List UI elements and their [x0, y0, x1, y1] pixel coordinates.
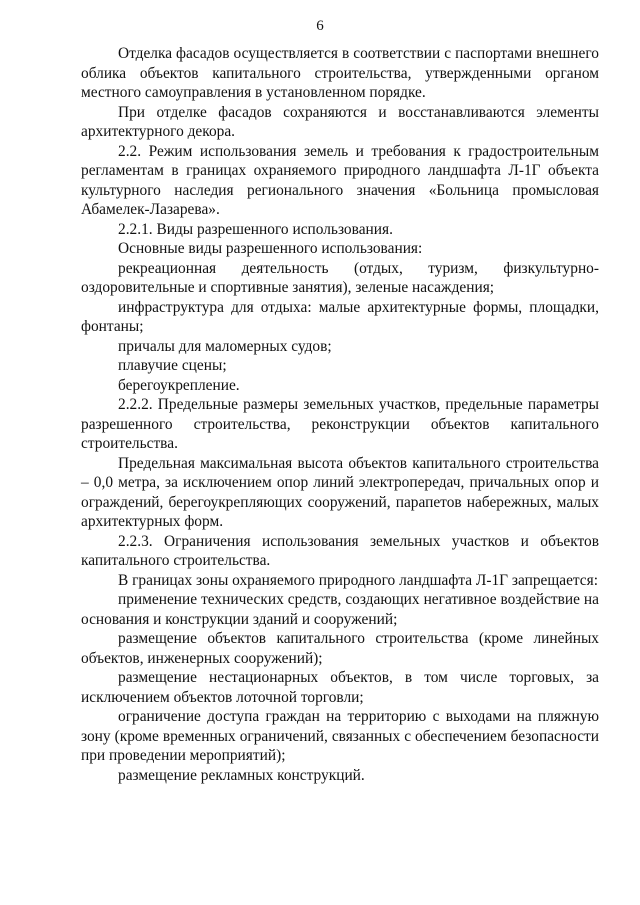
list-item-bank-protection: берегоукрепление. — [118, 376, 240, 394]
list-item-advertising: размещение рекламных конструкций. — [118, 766, 365, 784]
list-item-access-restriction: ограничение доступа граждан на территорию с выходами на пляжную зону (кроме временных ограничений, связанных с обеспечением безопасности при проведении мероприятий); — [81, 708, 599, 764]
document-body — [81, 44, 599, 785]
list-item-recreation: рекреационная деятельность (отдых, туризм, физкультурно-оздоровительные и спортивные занятия), зеленые насаждения; — [81, 259, 599, 296]
paragraph-facade-finishing: Отделка фасадов осуществляется в соответствии с паспортами внешнего облика объектов капитального строительства, утвержденными органом местного самоуправления в установленном порядке. — [81, 45, 599, 101]
section-heading-2-2-2: 2.2.2. Предельные размеры земельных участков, предельные параметры разрешенного строительства, реконструкции объектов капитального строительства. — [81, 396, 599, 452]
section-heading-2-2: 2.2. Режим использования земель и требования к градостроительным регламентам в границах охраняемого природного ландшафта Л-1Г объекта культурного наследия регионального значения «Больница промысловая Абамелек-Лазарева». — [81, 142, 599, 218]
list-item-floating-stages: плавучие сцены; — [118, 357, 227, 374]
list-item-non-stationary-objects: размещение нестационарных объектов, в том числе торговых, за исключением объектов лоточной торговли; — [81, 669, 599, 706]
list-item-infrastructure: инфраструктура для отдыха: малые архитектурные формы, площадки, фонтаны; — [81, 298, 599, 335]
paragraph-architectural-decor: При отделке фасадов сохраняются и восстанавливаются элементы архитектурного декора. — [81, 103, 599, 140]
paragraph-max-height: Предельная максимальная высота объектов капитального строительства – 0,0 метра, за исключением опор линий электропередач, причальных опор и ограждений, берегоукрепляющих сооружений, парапетов набережных, малых архитектурных форм. — [81, 454, 599, 530]
list-item-technical-means: применение технических средств, создающих негативное воздействие на основания и конструкции зданий и сооружений; — [81, 591, 599, 628]
paragraph-main-uses-intro: Основные виды разрешенного использования: — [118, 240, 423, 257]
page-number: 6 — [316, 18, 324, 34]
section-heading-2-2-1: 2.2.1. Виды разрешенного использования. — [118, 220, 393, 238]
section-heading-2-2-3: 2.2.3. Ограничения использования земельных участков и объектов капитального строительства. — [81, 532, 599, 569]
paragraph-prohibitions-intro: В границах зоны охраняемого природного ландшафта Л-1Г запрещается: — [118, 571, 598, 589]
list-item-piers: причалы для маломерных судов; — [118, 337, 332, 355]
list-item-capital-construction: размещение объектов капитального строительства (кроме линейных объектов, инженерных сооружений); — [81, 630, 599, 667]
